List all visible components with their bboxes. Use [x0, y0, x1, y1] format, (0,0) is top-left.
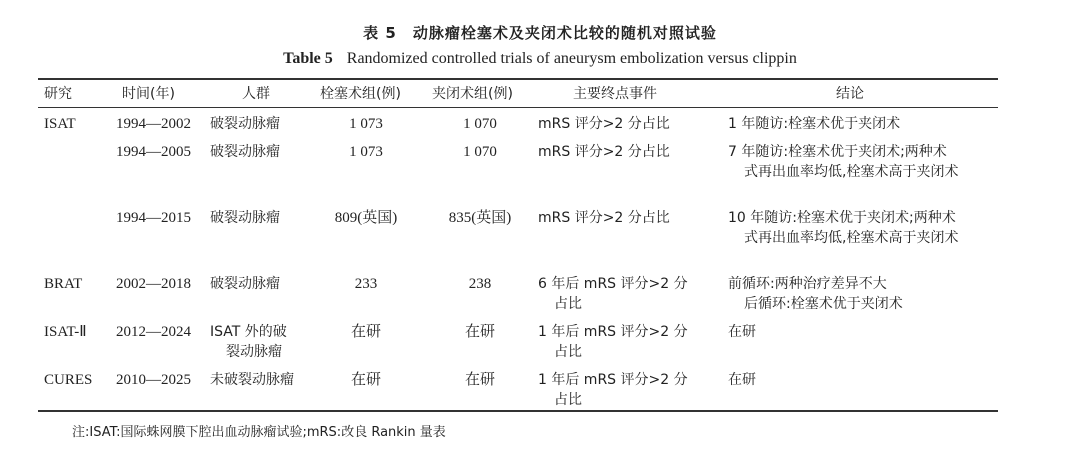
cell-line: 809(英国) [334, 210, 398, 226]
cell-endpoint [538, 142, 708, 162]
cell-clipping [432, 142, 528, 162]
cell-line: ISAT 外的破 [210, 324, 287, 340]
cell-line: 2010—2025 [116, 372, 191, 388]
cell-line: 占比 [554, 344, 582, 360]
cell-line: mRS 评分>2 分占比 [538, 144, 670, 160]
cell-line: CURES [44, 372, 93, 388]
cell-line: 238 [468, 276, 492, 292]
cell-line: 破裂动脉瘤 [210, 116, 280, 132]
cell-embolization [318, 370, 414, 390]
header-population: 人群 [242, 86, 270, 102]
cell-study [44, 370, 114, 390]
header-study: 研究 [44, 86, 72, 102]
cell-line: 后循环:栓塞术优于夹闭术 [744, 296, 903, 312]
cell-line: 在研 [350, 372, 381, 388]
cell-conclusion [728, 142, 998, 182]
cell-line: 破裂动脉瘤 [210, 276, 280, 292]
cell-line: ISAT [44, 116, 76, 132]
cell-line: 7 年随访:栓塞术优于夹闭术;两种术 [728, 144, 947, 160]
table-title-en [0, 50, 1080, 68]
cell-line: 式再出血率均低,栓塞术高于夹闭术 [744, 164, 959, 180]
cell-line: 835(英国) [448, 210, 512, 226]
table-title-cn: 表 5 动脉瘤栓塞术及夹闭术比较的随机对照试验 [363, 24, 717, 42]
cell-embolization [318, 114, 414, 134]
cell-line: 裂动脉瘤 [226, 344, 282, 360]
cell-line: 233 [354, 276, 378, 292]
cell-population [210, 114, 305, 134]
cell-line: 在研 [728, 372, 756, 388]
cell-endpoint [538, 370, 708, 410]
cell-clipping [432, 322, 528, 342]
cell-line: 1 年后 mRS 评分>2 分 [538, 372, 688, 388]
cell-conclusion [728, 370, 998, 390]
cell-line: 1994—2002 [116, 116, 191, 132]
cell-line: mRS 评分>2 分占比 [538, 116, 670, 132]
cell-population [210, 322, 305, 362]
header-rule [38, 107, 998, 108]
cell-line: 10 年随访:栓塞术优于夹闭术;两种术 [728, 210, 956, 226]
cell-clipping [432, 208, 528, 228]
cell-study [44, 274, 114, 294]
cell-line: 在研 [464, 324, 495, 340]
cell-line: 在研 [350, 324, 381, 340]
cell-line: 1 070 [463, 144, 497, 160]
cell-line: 1 073 [349, 116, 383, 132]
cell-line: 1994—2005 [116, 144, 191, 160]
cell-endpoint [538, 208, 708, 228]
cell-line: 在研 [464, 372, 495, 388]
cell-clipping [432, 370, 528, 390]
cell-line: 2012—2024 [116, 324, 191, 340]
cell-line: 1 070 [463, 116, 497, 132]
header-conclusion: 结论 [836, 86, 864, 102]
cell-line: 在研 [728, 324, 756, 340]
cell-line: BRAT [44, 276, 83, 292]
cell-line: 2002—2018 [116, 276, 191, 292]
cell-embolization [318, 274, 414, 294]
cell-conclusion [728, 274, 998, 314]
cell-embolization [318, 322, 414, 342]
cell-population [210, 208, 305, 228]
cell-line: mRS 评分>2 分占比 [538, 210, 670, 226]
cell-line: 1 073 [349, 144, 383, 160]
cell-study [44, 114, 114, 134]
cell-endpoint [538, 322, 708, 362]
cell-line: ISAT-Ⅱ [44, 324, 87, 340]
cell-line: 1 年随访:栓塞术优于夹闭术 [728, 116, 901, 132]
top-rule [38, 78, 998, 80]
cell-population [210, 142, 305, 162]
cell-line: 破裂动脉瘤 [210, 210, 280, 226]
cell-clipping [432, 114, 528, 134]
cell-line: 未破裂动脉瘤 [210, 372, 294, 388]
cell-embolization [318, 142, 414, 162]
cell-clipping [432, 274, 528, 294]
header-clipping: 夹闭术组(例) [432, 86, 513, 102]
cell-endpoint [538, 114, 708, 134]
cell-population [210, 370, 305, 390]
bottom-rule [38, 410, 998, 412]
cell-population [210, 274, 305, 294]
cell-line: 占比 [554, 392, 582, 408]
cell-endpoint [538, 274, 708, 314]
cell-line: 6 年后 mRS 评分>2 分 [538, 276, 688, 292]
table-number: Table 5 [283, 50, 333, 67]
cell-line: 1 年后 mRS 评分>2 分 [538, 324, 688, 340]
cell-line: 破裂动脉瘤 [210, 144, 280, 160]
table-footnote: 注:ISAT:国际蛛网膜下腔出血动脉瘤试验;mRS:改良 Rankin 量表 [72, 425, 446, 440]
cell-conclusion [728, 114, 998, 134]
header-time: 时间(年) [122, 86, 175, 102]
cell-line: 占比 [554, 296, 582, 312]
cell-line: 式再出血率均低,栓塞术高于夹闭术 [744, 230, 959, 246]
cell-embolization [318, 208, 414, 228]
cell-conclusion [728, 322, 998, 342]
cell-line: 1994—2015 [116, 210, 191, 226]
cell-line: 前循环:两种治疗差异不大 [728, 276, 887, 292]
header-embolization: 栓塞术组(例) [320, 86, 401, 102]
header-endpoint: 主要终点事件 [573, 86, 657, 102]
table-title-en-text: Randomized controlled trials of aneurysm embolization versus clippin [346, 50, 797, 67]
cell-conclusion [728, 208, 998, 248]
cell-study [44, 322, 114, 342]
